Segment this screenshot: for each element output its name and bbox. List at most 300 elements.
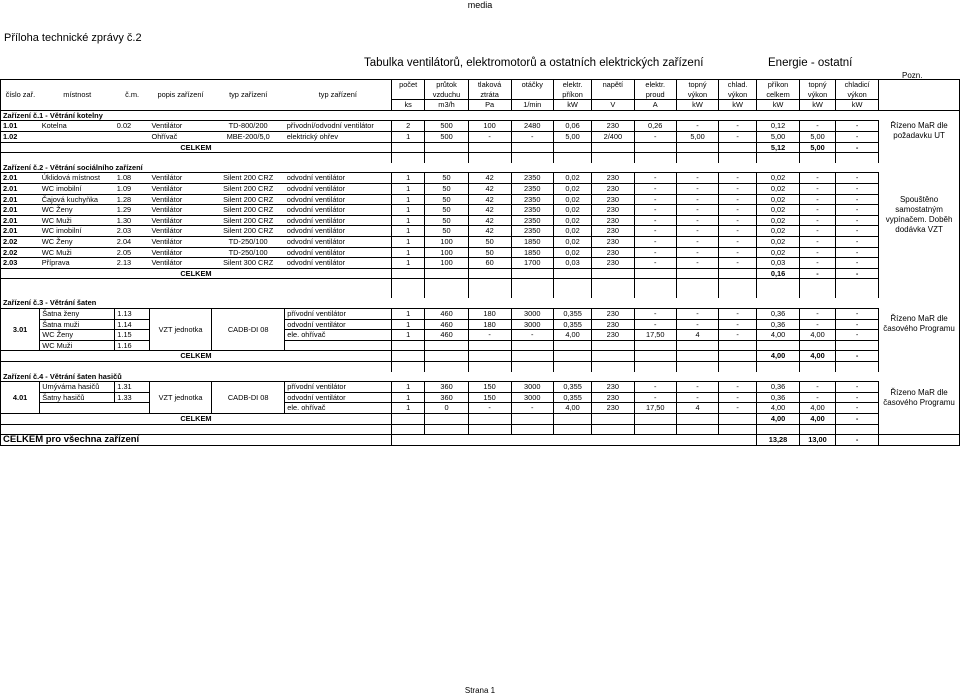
total-value: - — [836, 414, 879, 425]
cell: 230 — [592, 330, 634, 341]
cell: 2350 — [511, 215, 554, 226]
col-header: celkem — [757, 90, 800, 100]
cell: - — [676, 319, 718, 330]
cell: Ohřívač — [149, 131, 211, 142]
cell: 460 — [425, 319, 468, 330]
cell: 1 — [391, 247, 424, 258]
cell: 4,00 — [799, 330, 835, 341]
total-value: - — [836, 351, 879, 362]
col-header: příkon — [554, 90, 592, 100]
cell: přívodní/odvodní ventilátor — [285, 121, 392, 132]
cell: 1 — [391, 382, 424, 393]
cell: WC imobilní — [40, 226, 115, 237]
spacer-row — [1, 289, 960, 299]
total-value: 4,00 — [799, 351, 835, 362]
unit-header: Pa — [468, 100, 511, 111]
cell: - — [799, 247, 835, 258]
cell: 230 — [592, 173, 634, 184]
energy-title: Energie - ostatní — [768, 57, 853, 69]
cell: 0,36 — [757, 392, 800, 403]
col-header: výkon — [719, 90, 757, 100]
cell: - — [836, 215, 879, 226]
cell: 230 — [592, 247, 634, 258]
cell: - — [634, 205, 676, 216]
col-header: č.m. — [125, 89, 140, 99]
cell: 0,355 — [554, 392, 592, 403]
room-number: 1.13 — [115, 309, 150, 320]
cell: 2.13 — [115, 258, 150, 269]
cell: - — [719, 319, 757, 330]
cell: Silent 200 CRZ — [212, 215, 285, 226]
col-header: výkon — [836, 90, 879, 100]
cell: 1 — [391, 131, 424, 142]
cell: 3000 — [511, 309, 554, 320]
cell: 1 — [391, 173, 424, 184]
cell: - — [676, 247, 718, 258]
table-row — [1, 403, 960, 414]
cell: 5,00 — [676, 131, 718, 142]
table-row — [1, 340, 960, 351]
col-header: chladicí — [836, 80, 879, 90]
col-header: výkon — [676, 90, 718, 100]
cell: 1 — [391, 194, 424, 205]
cell: odvodní ventilátor — [285, 226, 392, 237]
cell: - — [836, 258, 879, 269]
col-header: elektr. — [554, 80, 592, 90]
section-title-row — [1, 372, 960, 382]
cell: 0,02 — [554, 215, 592, 226]
cell: 50 — [425, 173, 468, 184]
cell: - — [719, 226, 757, 237]
room-number: 1.33 — [115, 392, 150, 403]
cell: - — [634, 183, 676, 194]
cell: - — [799, 309, 835, 320]
cell: 0,12 — [757, 121, 800, 132]
room-name: Umývárna hasičů — [40, 382, 115, 393]
cell: - — [719, 131, 757, 142]
table-row — [1, 330, 960, 341]
cell: - — [836, 319, 879, 330]
cell: Úklidová místnost — [40, 173, 115, 184]
cell: 1850 — [511, 247, 554, 258]
table-row — [1, 183, 960, 194]
cell: - — [511, 131, 554, 142]
table-row — [1, 215, 960, 226]
cell: - — [799, 183, 835, 194]
cell: 42 — [468, 194, 511, 205]
cell: - — [676, 173, 718, 184]
cell: Ventilátor — [149, 205, 211, 216]
cell: - — [836, 403, 879, 414]
cell: 4 — [676, 403, 718, 414]
cell: 0,02 — [757, 194, 800, 205]
cell: 0,02 — [757, 236, 800, 247]
cell: 3000 — [511, 392, 554, 403]
cell: 4,00 — [554, 330, 592, 341]
table-title: Tabulka ventilátorů, elektromotorů a ostatních elektrických zařízení — [364, 57, 704, 69]
table-row — [1, 236, 960, 247]
section-title-row — [1, 163, 960, 173]
cell: - — [836, 226, 879, 237]
total-label: CELKEM — [1, 142, 392, 153]
total-label: CELKEM — [1, 351, 392, 362]
cell: 0,02 — [554, 236, 592, 247]
cell: 5,00 — [554, 131, 592, 142]
cell: 42 — [468, 173, 511, 184]
cell: - — [836, 183, 879, 194]
total-value: 4,00 — [757, 351, 800, 362]
cell: 4,00 — [799, 403, 835, 414]
cell: - — [676, 382, 718, 393]
cell: 460 — [425, 330, 468, 341]
cell: - — [676, 226, 718, 237]
unit-header: m3/h — [425, 100, 468, 111]
cell: 230 — [592, 236, 634, 247]
unit-type: CADB-DI 08 — [212, 309, 285, 351]
cell: WC Muži — [40, 247, 115, 258]
cell: ele. ohřívač — [285, 403, 392, 414]
cell: odvodní ventilátor — [285, 183, 392, 194]
cell: Ventilátor — [149, 226, 211, 237]
cell: Silent 200 CRZ — [212, 173, 285, 184]
unit-description: VZT jednotka — [149, 309, 211, 351]
cell: 2.03 — [1, 258, 40, 269]
cell: 42 — [468, 215, 511, 226]
cell: 0,02 — [757, 205, 800, 216]
cell: 2.01 — [1, 205, 40, 216]
col-header: ztráta — [468, 90, 511, 100]
cell: WC Muži — [40, 215, 115, 226]
cell: 1 — [391, 330, 424, 341]
cell: 1.01 — [1, 121, 40, 132]
cell: - — [719, 215, 757, 226]
cell: 50 — [425, 226, 468, 237]
cell: - — [634, 226, 676, 237]
cell: Ventilátor — [149, 247, 211, 258]
cell: - — [634, 215, 676, 226]
cell: odvodní ventilátor — [285, 319, 392, 330]
cell: - — [719, 183, 757, 194]
cell: ele. ohřívač — [285, 330, 392, 341]
cell: - — [634, 382, 676, 393]
cell: 0,02 — [554, 194, 592, 205]
table-row — [1, 205, 960, 216]
cell: 4 — [676, 330, 718, 341]
total-label: CELKEM — [1, 268, 392, 279]
cell: - — [836, 382, 879, 393]
cell: 2 — [391, 121, 424, 132]
table-row — [1, 258, 960, 269]
cell: 60 — [468, 258, 511, 269]
col-header: tlaková — [468, 80, 511, 90]
total-value: 4,00 — [757, 414, 800, 425]
note-cell: Spouštěno samostatným vypínačem. Doběh dodávka VZT — [879, 183, 960, 247]
cell: - — [634, 258, 676, 269]
cell: 2.02 — [1, 236, 40, 247]
cell: 5,00 — [757, 131, 800, 142]
room-name: Šatny hasičů — [40, 392, 115, 403]
cell: - — [719, 258, 757, 269]
cell: Příprava — [40, 258, 115, 269]
total-value: - — [836, 268, 879, 279]
cell: Silent 200 CRZ — [212, 194, 285, 205]
cell: - — [836, 173, 879, 184]
cell: 0,02 — [757, 247, 800, 258]
cell: - — [468, 330, 511, 341]
cell: odvodní ventilátor — [285, 215, 392, 226]
cell: - — [719, 330, 757, 341]
cell: - — [676, 236, 718, 247]
cell: - — [511, 403, 554, 414]
cell: odvodní ventilátor — [285, 247, 392, 258]
cell: 230 — [592, 194, 634, 205]
cell: 360 — [425, 392, 468, 403]
cell: 2.01 — [1, 226, 40, 237]
cell: - — [836, 205, 879, 216]
col-header: napětí — [592, 80, 634, 90]
cell: 4,00 — [554, 403, 592, 414]
section-title: Zařízení č.4 - Větrání šaten hasičů — [1, 372, 879, 382]
unit-header: kW — [719, 100, 757, 111]
cell: 1 — [391, 205, 424, 216]
cell: - — [468, 131, 511, 142]
cell: odvodní ventilátor — [285, 258, 392, 269]
cell: odvodní ventilátor — [285, 236, 392, 247]
cell: 230 — [592, 205, 634, 216]
total-value: 5,00 — [799, 142, 835, 153]
cell: MBE-200/5,0 — [212, 131, 285, 142]
cell: 50 — [425, 194, 468, 205]
cell: přívodní ventilátor — [285, 309, 392, 320]
col-header: příkon — [757, 80, 800, 90]
cell: - — [719, 392, 757, 403]
table-row — [1, 247, 960, 258]
col-header: topný — [676, 80, 718, 90]
table-row — [1, 382, 960, 393]
spacer-row — [1, 362, 960, 372]
cell: 2.05 — [115, 247, 150, 258]
cell: - — [676, 258, 718, 269]
unit-header: 1/min — [511, 100, 554, 111]
cell: 1 — [391, 403, 424, 414]
unit-header: kW — [676, 100, 718, 111]
cell: 230 — [592, 226, 634, 237]
cell: 1.02 — [1, 131, 40, 142]
cell: 42 — [468, 183, 511, 194]
cell: 100 — [425, 236, 468, 247]
cell: 42 — [468, 205, 511, 216]
cell: - — [799, 236, 835, 247]
col-header: místnost — [63, 89, 92, 99]
cell: WC imobilní — [40, 183, 115, 194]
equipment-table — [0, 79, 960, 446]
cell: - — [799, 215, 835, 226]
unit-header: A — [634, 100, 676, 111]
cell: 50 — [425, 215, 468, 226]
cell: Silent 300 CRZ — [212, 258, 285, 269]
cell: 0,03 — [554, 258, 592, 269]
cell: odvodní ventilátor — [285, 392, 392, 403]
cell: 1 — [391, 226, 424, 237]
cell: - — [719, 173, 757, 184]
cell: 150 — [468, 382, 511, 393]
cell: 100 — [425, 247, 468, 258]
cell: 1.28 — [115, 194, 150, 205]
col-header: typ zařízení — [285, 90, 392, 100]
cell: Čajová kuchyňka — [40, 194, 115, 205]
total-row — [1, 142, 960, 153]
cell: - — [719, 205, 757, 216]
cell: - — [719, 194, 757, 205]
room-number: 1.16 — [115, 340, 150, 351]
grand-total-value: 13,00 — [799, 435, 835, 446]
cell: 100 — [468, 121, 511, 132]
col-header: vzduchu — [425, 90, 468, 100]
cell: přívodní ventilátor — [285, 382, 392, 393]
cell: 2350 — [511, 226, 554, 237]
cell: - — [799, 205, 835, 216]
cell: 5,00 — [799, 131, 835, 142]
col-header: výkon — [799, 90, 835, 100]
cell: WC Ženy — [40, 236, 115, 247]
section-title: Zařízení č.3 - Větrání šaten — [1, 298, 879, 308]
cell: - — [634, 392, 676, 403]
cell: 0,02 — [757, 173, 800, 184]
total-value: - — [799, 268, 835, 279]
total-value: - — [836, 142, 879, 153]
table-row — [1, 121, 960, 132]
cell: - — [676, 215, 718, 226]
cell: - — [676, 205, 718, 216]
cell: 230 — [592, 392, 634, 403]
spacer-row — [1, 279, 960, 289]
cell: - — [634, 236, 676, 247]
notes-column-label: Pozn. — [902, 71, 923, 80]
cell: Silent 200 CRZ — [212, 205, 285, 216]
room-number: 1.31 — [115, 382, 150, 393]
cell: 0.02 — [115, 121, 150, 132]
cell: 0,02 — [757, 215, 800, 226]
cell: 1850 — [511, 236, 554, 247]
col-header: chlad. — [719, 80, 757, 90]
cell: 4,00 — [757, 403, 800, 414]
table-row — [1, 131, 960, 142]
cell: 2/400 — [592, 131, 634, 142]
cell: 3000 — [511, 319, 554, 330]
cell: 17,50 — [634, 403, 676, 414]
cell: - — [676, 183, 718, 194]
cell: 2480 — [511, 121, 554, 132]
cell: - — [719, 403, 757, 414]
cell: 1 — [391, 215, 424, 226]
section-title: Zařízení č.1 - Větrání kotelny — [1, 110, 879, 121]
spacer-row — [1, 153, 960, 163]
cell: 230 — [592, 215, 634, 226]
cell: 100 — [425, 258, 468, 269]
cell: 180 — [468, 309, 511, 320]
section-title: Zařízení č.2 - Větrání sociálního zařízení — [1, 163, 879, 173]
cell: 0 — [425, 403, 468, 414]
total-value: 0,16 — [757, 268, 800, 279]
cell: Ventilátor — [149, 258, 211, 269]
cell: Ventilátor — [149, 121, 211, 132]
total-value: 5,12 — [757, 142, 800, 153]
spacer-row — [1, 424, 960, 435]
unit-header: kW — [836, 100, 879, 111]
unit-description: VZT jednotka — [149, 382, 211, 414]
room-name: Šatna ženy — [40, 309, 115, 320]
total-row — [1, 414, 960, 425]
cell: - — [676, 392, 718, 403]
total-row — [1, 351, 960, 362]
cell: 1700 — [511, 258, 554, 269]
cell: 3000 — [511, 382, 554, 393]
cell: - — [719, 309, 757, 320]
cell: 2.03 — [115, 226, 150, 237]
cell: - — [799, 194, 835, 205]
cell: - — [634, 319, 676, 330]
unit-header: kW — [554, 100, 592, 111]
total-label: CELKEM — [1, 414, 392, 425]
room-number: 1.14 — [115, 319, 150, 330]
cell: 230 — [592, 382, 634, 393]
cell: 0,26 — [634, 121, 676, 132]
section-title-row — [1, 298, 960, 308]
cell: 0,36 — [757, 309, 800, 320]
cell: - — [799, 382, 835, 393]
cell: - — [836, 247, 879, 258]
cell: 150 — [468, 392, 511, 403]
cell: - — [676, 194, 718, 205]
cell: 0,02 — [554, 247, 592, 258]
cell: - — [799, 392, 835, 403]
cell: 0,03 — [757, 258, 800, 269]
cell: - — [719, 382, 757, 393]
cell: 0,02 — [554, 173, 592, 184]
cell: 500 — [425, 121, 468, 132]
col-header: topný — [799, 80, 835, 90]
cell: 1 — [391, 183, 424, 194]
cell: 230 — [592, 183, 634, 194]
cell: 42 — [468, 226, 511, 237]
table-row — [1, 392, 960, 403]
cell: 50 — [425, 183, 468, 194]
cell: 230 — [592, 258, 634, 269]
note-cell: Řízeno MaR dle časového Programu — [879, 309, 960, 341]
unit-header: ks — [391, 100, 424, 111]
grand-total-value: - — [836, 435, 879, 446]
cell: 2.04 — [115, 236, 150, 247]
cell: TD-250/100 — [212, 247, 285, 258]
cell: odvodní ventilátor — [285, 194, 392, 205]
unit-id: 3.01 — [1, 309, 40, 351]
cell: 1.08 — [115, 173, 150, 184]
cell: - — [719, 247, 757, 258]
unit-header: kW — [799, 100, 835, 111]
cell: elektrický ohřev — [285, 131, 392, 142]
col-header: otáčky — [511, 80, 554, 90]
total-value: 4,00 — [799, 414, 835, 425]
cell: - — [836, 131, 879, 142]
cell: Kotelna — [40, 121, 115, 132]
cell: - — [836, 309, 879, 320]
grand-total-label: CELKEM pro všechna zařízení — [1, 435, 392, 446]
cell: odvodní ventilátor — [285, 173, 392, 184]
cell: 460 — [425, 309, 468, 320]
cell: - — [634, 309, 676, 320]
cell — [40, 131, 115, 142]
cell: 0,02 — [554, 183, 592, 194]
